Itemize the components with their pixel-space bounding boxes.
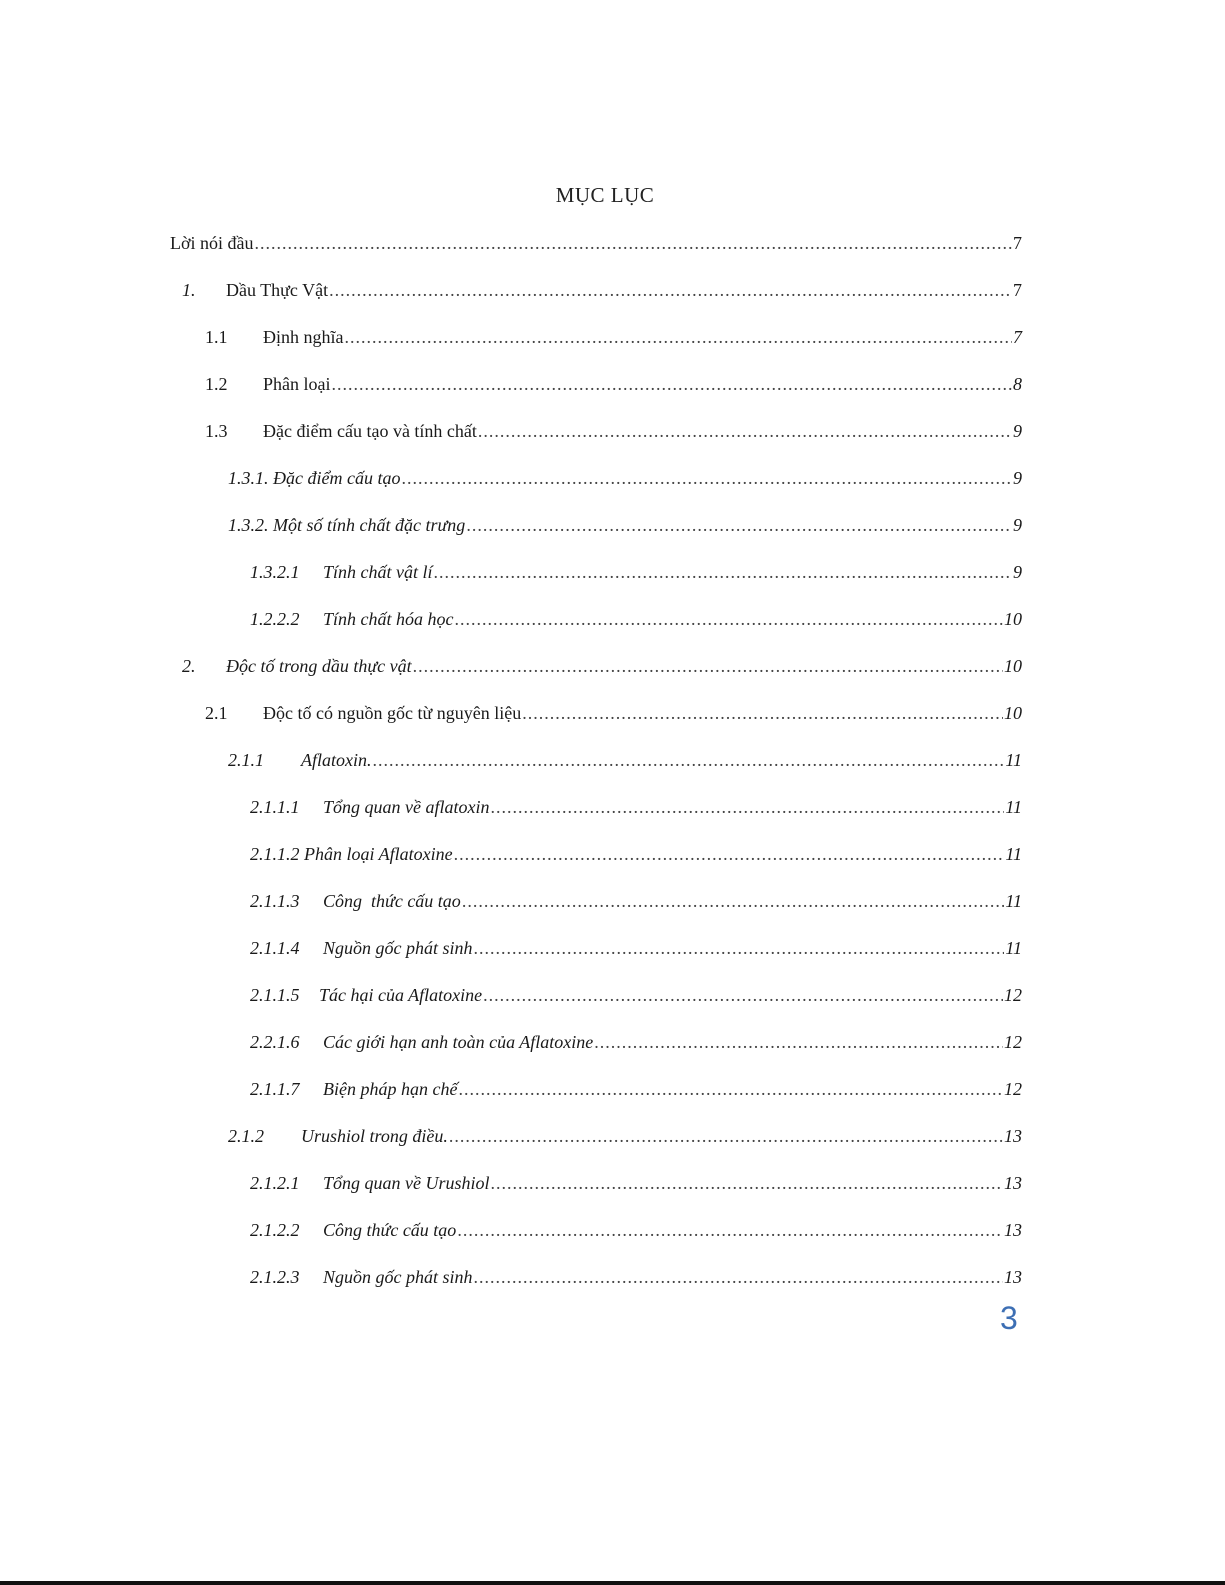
toc-entry-page: 11 (1005, 891, 1022, 911)
toc-entry[interactable] (250, 1262, 1022, 1292)
toc-entry[interactable] (250, 886, 1022, 916)
toc-entry-page: 7 (1013, 280, 1022, 300)
toc-entry-number: 2.2.1.6 (250, 1032, 300, 1052)
toc-entry-page: 12 (1004, 1079, 1022, 1099)
dot-leader (454, 839, 1005, 869)
toc-entry-page: 10 (1004, 703, 1022, 723)
toc-entry[interactable] (250, 557, 1022, 587)
toc-entry[interactable] (182, 651, 1022, 681)
toc-entry[interactable] (228, 463, 1022, 493)
bottom-divider (0, 1581, 1225, 1585)
toc-entry[interactable] (250, 933, 1022, 963)
toc-entry-label: 1.3.1. Đặc điểm cấu tạo (228, 468, 401, 488)
dot-leader (434, 557, 1013, 587)
toc-entry[interactable] (250, 1168, 1022, 1198)
toc-entry[interactable] (250, 792, 1022, 822)
toc-entry-label: Độc tố trong dầu thực vật (226, 656, 412, 676)
toc-entry-page: 7 (1013, 233, 1022, 253)
toc-entry-page: 9 (1013, 468, 1022, 488)
toc-entry[interactable] (228, 745, 1022, 775)
toc-entry-page: 13 (1004, 1173, 1022, 1193)
toc-entry-number: 2.1.1 (228, 750, 264, 770)
toc-entry-label: Urushiol trong điều. (301, 1126, 448, 1146)
toc-entry-number: 2.1.2.1 (250, 1173, 300, 1193)
toc-entry-label: Các giới hạn anh toàn của Aflatoxine (323, 1032, 594, 1052)
toc-entry-label: Tổng quan về Urushiol (323, 1173, 490, 1193)
toc-entry-label: Độc tố có nguồn gốc từ nguyên liệu (263, 703, 522, 723)
dot-leader (474, 933, 1005, 963)
toc-entry[interactable] (250, 980, 1022, 1010)
toc-entry-number: 2.1.2.3 (250, 1267, 300, 1287)
toc-entry-page: 9 (1013, 562, 1022, 582)
dot-leader (491, 1168, 1004, 1198)
toc-entry-number: 2.1.1.4 (250, 938, 300, 958)
page-number: 3 (1000, 1300, 1018, 1336)
toc-entry[interactable] (228, 510, 1022, 540)
toc-entry-label: Tác hại của Aflatoxine (319, 985, 483, 1005)
toc-entry[interactable] (228, 1121, 1022, 1151)
toc-entry[interactable] (170, 228, 1022, 258)
toc-entry-label: Aflatoxin. (301, 750, 372, 770)
toc-entry-label: 2.1.1.2 Phân loại Aflatoxine (250, 844, 453, 864)
toc-entry-number: 2.1.1.7 (250, 1079, 300, 1099)
toc-entry-number: 2. (182, 656, 196, 676)
toc-entry-number: 1.2.2.2 (250, 609, 300, 629)
toc-entry-number: 2.1.1.1 (250, 797, 300, 817)
toc-entry[interactable] (182, 275, 1022, 305)
toc-entry-page: 12 (1004, 985, 1022, 1005)
toc-entry-number: 2.1.2.2 (250, 1220, 300, 1240)
dot-leader (522, 698, 1003, 728)
toc-entry-label: Lời nói đầu (170, 233, 254, 253)
dot-leader (413, 651, 1003, 681)
toc-entry-number: 1. (182, 280, 196, 300)
page-title: MỤC LỤC (555, 183, 655, 207)
toc-entry-label: 1.3.2. Một số tính chất đặc trưng (228, 515, 466, 535)
toc-entry-page: 7 (1013, 327, 1022, 347)
toc-entry[interactable] (250, 1027, 1022, 1057)
toc-entry-label: Nguồn gốc phát sinh (323, 1267, 473, 1287)
toc-entry-page: 8 (1013, 374, 1022, 394)
dot-leader (483, 980, 1003, 1010)
dot-leader (345, 322, 1013, 352)
toc-entry-label: Công thức cấu tạo (323, 1220, 457, 1240)
toc-entry-label: Đặc điểm cấu tạo và tính chất (263, 421, 477, 441)
toc-entry[interactable] (205, 322, 1022, 352)
toc-entry-page: 13 (1004, 1126, 1022, 1146)
toc-entry-number: 2.1.1.5 (250, 985, 300, 1005)
toc-entry-number: 1.3.2.1 (250, 562, 300, 582)
dot-leader (466, 510, 1012, 540)
dot-leader (329, 275, 1012, 305)
toc-entry-number: 2.1.1.3 (250, 891, 300, 911)
toc-entry-label: Tính chất hóa học (323, 609, 454, 629)
toc-entry-page: 11 (1005, 844, 1022, 864)
toc-entry[interactable] (250, 839, 1022, 869)
toc-entry-page: 13 (1004, 1220, 1022, 1240)
toc-entry-label: Phân loại (263, 374, 331, 394)
toc-entry-number: 2.1 (205, 703, 228, 723)
toc-entry[interactable] (250, 1215, 1022, 1245)
dot-leader (449, 1121, 1003, 1151)
toc-entry[interactable] (250, 1074, 1022, 1104)
toc-entry-number: 1.1 (205, 327, 228, 347)
toc-entry-label: Công thức cấu tạo (323, 891, 461, 911)
toc-entry-page: 10 (1004, 656, 1022, 676)
toc-entry-page: 11 (1005, 797, 1022, 817)
dot-leader (474, 1262, 1003, 1292)
toc-entry-label: Nguồn gốc phát sinh (323, 938, 473, 958)
dot-leader (478, 416, 1012, 446)
dot-leader (401, 463, 1012, 493)
toc-entry-number: 1.2 (205, 374, 228, 394)
dot-leader (457, 1215, 1003, 1245)
toc-entry[interactable] (205, 416, 1022, 446)
dot-leader (332, 369, 1013, 399)
toc-entry-page: 9 (1013, 515, 1022, 535)
toc-entry[interactable] (250, 604, 1022, 634)
toc-entry[interactable] (205, 369, 1022, 399)
dot-leader (455, 604, 1004, 634)
toc-entry-page: 11 (1005, 750, 1022, 770)
toc-entry-number: 2.1.2 (228, 1126, 264, 1146)
dot-leader (462, 886, 1005, 916)
toc-entry[interactable] (205, 698, 1022, 728)
toc-entry-number: 1.3 (205, 421, 228, 441)
dot-leader (594, 1027, 1003, 1057)
dot-leader (490, 792, 1004, 822)
toc-entry-page: 13 (1004, 1267, 1022, 1287)
toc-entry-label: Định nghĩa (263, 327, 344, 347)
dot-leader (255, 228, 1012, 258)
toc-entry-page: 12 (1004, 1032, 1022, 1052)
toc-entry-page: 9 (1013, 421, 1022, 441)
toc-entry-page: 11 (1005, 938, 1022, 958)
toc-entry-label: Dầu Thực Vật (226, 280, 329, 300)
toc-entry-label: Tổng quan về aflatoxin (323, 797, 490, 817)
toc-entry-label: Tính chất vật lí (323, 562, 433, 582)
dot-leader (373, 745, 1005, 775)
toc-entry-page: 10 (1004, 609, 1022, 629)
dot-leader (458, 1074, 1003, 1104)
toc-entry-label: Biện pháp hạn chế (323, 1079, 458, 1099)
